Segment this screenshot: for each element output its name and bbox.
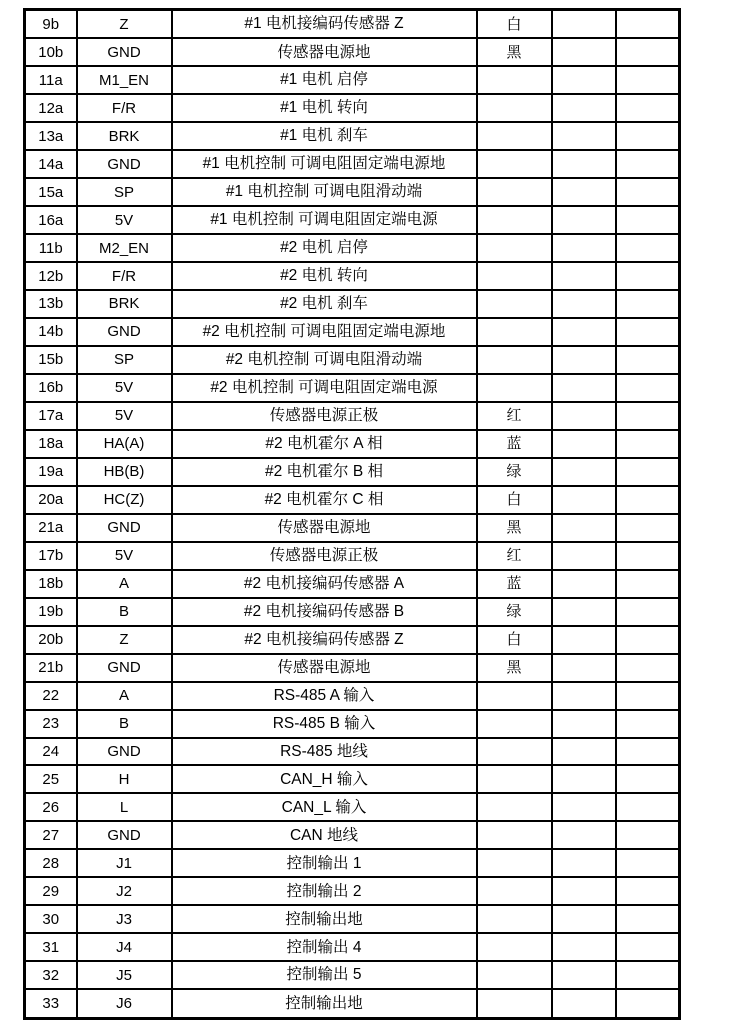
description-cell: #2 电机接编码传感器 A	[172, 570, 477, 598]
signal-name-cell: A	[77, 682, 172, 710]
empty-note-cell-2	[616, 458, 680, 486]
empty-note-cell-1	[552, 150, 616, 178]
description-cell: 传感器电源地	[172, 654, 477, 682]
signal-name-cell: SP	[77, 346, 172, 374]
pin-number-cell: 16a	[25, 206, 77, 234]
signal-name-cell: H	[77, 765, 172, 793]
wire-color-cell: 白	[477, 486, 552, 514]
description-cell: RS-485 地线	[172, 738, 477, 766]
empty-note-cell-2	[616, 514, 680, 542]
signal-name-cell: Z	[77, 626, 172, 654]
description-cell: 传感器电源地	[172, 514, 477, 542]
pin-number-cell: 21b	[25, 654, 77, 682]
signal-name-cell: J1	[77, 849, 172, 877]
table-row	[25, 765, 680, 793]
empty-note-cell-1	[552, 178, 616, 206]
table-row	[25, 458, 680, 486]
description-cell: 控制输出 4	[172, 933, 477, 961]
wire-color-cell	[477, 877, 552, 905]
description-cell: #2 电机接编码传感器 B	[172, 598, 477, 626]
signal-name-cell: GND	[77, 150, 172, 178]
description-cell: #1 电机 转向	[172, 94, 477, 122]
pin-number-cell: 18a	[25, 430, 77, 458]
description-cell: #2 电机控制 可调电阻固定端电源	[172, 374, 477, 402]
empty-note-cell-1	[552, 710, 616, 738]
table-row	[25, 682, 680, 710]
empty-note-cell-2	[616, 430, 680, 458]
table-row	[25, 206, 680, 234]
wire-color-cell	[477, 262, 552, 290]
signal-name-cell: M1_EN	[77, 66, 172, 94]
empty-note-cell-1	[552, 402, 616, 430]
table-row	[25, 989, 680, 1018]
wire-color-cell	[477, 738, 552, 766]
pin-number-cell: 14b	[25, 318, 77, 346]
description-cell: #1 电机 刹车	[172, 122, 477, 150]
signal-name-cell: L	[77, 793, 172, 821]
table-row	[25, 905, 680, 933]
description-cell: #1 电机控制 可调电阻滑动端	[172, 178, 477, 206]
pin-number-cell: 27	[25, 821, 77, 849]
table-row	[25, 598, 680, 626]
pin-number-cell: 20b	[25, 626, 77, 654]
table-row	[25, 10, 680, 39]
empty-note-cell-1	[552, 738, 616, 766]
description-cell: CAN_H 输入	[172, 765, 477, 793]
pin-number-cell: 12a	[25, 94, 77, 122]
empty-note-cell-2	[616, 486, 680, 514]
pin-number-cell: 21a	[25, 514, 77, 542]
description-cell: 控制输出地	[172, 989, 477, 1018]
wire-color-cell	[477, 710, 552, 738]
empty-note-cell-2	[616, 793, 680, 821]
empty-note-cell-1	[552, 10, 616, 39]
empty-note-cell-2	[616, 821, 680, 849]
empty-note-cell-1	[552, 905, 616, 933]
empty-note-cell-1	[552, 458, 616, 486]
wire-color-cell	[477, 150, 552, 178]
description-cell: #2 电机霍尔 B 相	[172, 458, 477, 486]
empty-note-cell-1	[552, 262, 616, 290]
signal-name-cell: GND	[77, 821, 172, 849]
wire-color-cell	[477, 66, 552, 94]
description-cell: #2 电机控制 可调电阻固定端电源地	[172, 318, 477, 346]
wire-color-cell	[477, 234, 552, 262]
signal-name-cell: J6	[77, 989, 172, 1018]
empty-note-cell-2	[616, 178, 680, 206]
signal-name-cell: J4	[77, 933, 172, 961]
empty-note-cell-1	[552, 234, 616, 262]
empty-note-cell-1	[552, 598, 616, 626]
signal-name-cell: GND	[77, 514, 172, 542]
empty-note-cell-2	[616, 905, 680, 933]
signal-name-cell: GND	[77, 38, 172, 66]
signal-name-cell: BRK	[77, 290, 172, 318]
pin-number-cell: 22	[25, 682, 77, 710]
wire-color-cell	[477, 765, 552, 793]
empty-note-cell-2	[616, 122, 680, 150]
empty-note-cell-2	[616, 94, 680, 122]
pin-number-cell: 28	[25, 849, 77, 877]
wire-color-cell	[477, 793, 552, 821]
empty-note-cell-1	[552, 122, 616, 150]
empty-note-cell-1	[552, 626, 616, 654]
empty-note-cell-2	[616, 206, 680, 234]
signal-name-cell: J3	[77, 905, 172, 933]
empty-note-cell-1	[552, 793, 616, 821]
empty-note-cell-1	[552, 206, 616, 234]
wire-color-cell: 黑	[477, 654, 552, 682]
pin-number-cell: 13a	[25, 122, 77, 150]
signal-name-cell: GND	[77, 738, 172, 766]
empty-note-cell-2	[616, 682, 680, 710]
table-row	[25, 66, 680, 94]
table-row	[25, 654, 680, 682]
table-row	[25, 877, 680, 905]
wire-color-cell	[477, 989, 552, 1018]
description-cell: #1 电机控制 可调电阻固定端电源地	[172, 150, 477, 178]
wire-color-cell	[477, 178, 552, 206]
table-row	[25, 570, 680, 598]
table-row	[25, 486, 680, 514]
empty-note-cell-1	[552, 849, 616, 877]
empty-note-cell-1	[552, 94, 616, 122]
description-cell: #2 电机 刹车	[172, 290, 477, 318]
signal-name-cell: M2_EN	[77, 234, 172, 262]
empty-note-cell-2	[616, 989, 680, 1018]
pin-number-cell: 20a	[25, 486, 77, 514]
wire-color-cell: 绿	[477, 458, 552, 486]
description-cell: #1 电机接编码传感器 Z	[172, 10, 477, 39]
table-row	[25, 150, 680, 178]
table-row	[25, 262, 680, 290]
wire-color-cell: 蓝	[477, 430, 552, 458]
description-cell: #2 电机控制 可调电阻滑动端	[172, 346, 477, 374]
empty-note-cell-1	[552, 682, 616, 710]
empty-note-cell-2	[616, 738, 680, 766]
empty-note-cell-1	[552, 542, 616, 570]
pin-number-cell: 33	[25, 989, 77, 1018]
table-row	[25, 402, 680, 430]
description-cell: #2 电机 启停	[172, 234, 477, 262]
signal-name-cell: GND	[77, 654, 172, 682]
table-row	[25, 38, 680, 66]
empty-note-cell-1	[552, 514, 616, 542]
pin-number-cell: 17a	[25, 402, 77, 430]
description-cell: #1 电机 启停	[172, 66, 477, 94]
signal-name-cell: Z	[77, 10, 172, 39]
table-row	[25, 514, 680, 542]
empty-note-cell-2	[616, 150, 680, 178]
table-row	[25, 122, 680, 150]
description-cell: #2 电机霍尔 C 相	[172, 486, 477, 514]
pin-number-cell: 25	[25, 765, 77, 793]
wire-color-cell	[477, 122, 552, 150]
signal-name-cell: F/R	[77, 94, 172, 122]
wire-color-cell: 黑	[477, 38, 552, 66]
pin-number-cell: 29	[25, 877, 77, 905]
pin-assignment-table	[23, 8, 681, 1020]
signal-name-cell: J5	[77, 961, 172, 989]
table-row	[25, 961, 680, 989]
pin-number-cell: 26	[25, 793, 77, 821]
signal-name-cell: HC(Z)	[77, 486, 172, 514]
table-row	[25, 793, 680, 821]
table-row	[25, 626, 680, 654]
table-row	[25, 849, 680, 877]
signal-name-cell: 5V	[77, 206, 172, 234]
empty-note-cell-2	[616, 374, 680, 402]
empty-note-cell-1	[552, 989, 616, 1018]
pin-number-cell: 30	[25, 905, 77, 933]
signal-name-cell: B	[77, 598, 172, 626]
wire-color-cell: 红	[477, 542, 552, 570]
signal-name-cell: B	[77, 710, 172, 738]
empty-note-cell-1	[552, 66, 616, 94]
wire-color-cell	[477, 849, 552, 877]
empty-note-cell-2	[616, 598, 680, 626]
signal-name-cell: J2	[77, 877, 172, 905]
empty-note-cell-2	[616, 654, 680, 682]
pin-number-cell: 17b	[25, 542, 77, 570]
empty-note-cell-2	[616, 961, 680, 989]
description-cell: 传感器电源正极	[172, 402, 477, 430]
pin-number-cell: 31	[25, 933, 77, 961]
pin-number-cell: 9b	[25, 10, 77, 39]
description-cell: 传感器电源地	[172, 38, 477, 66]
pin-number-cell: 16b	[25, 374, 77, 402]
empty-note-cell-2	[616, 66, 680, 94]
wire-color-cell	[477, 206, 552, 234]
signal-name-cell: GND	[77, 318, 172, 346]
description-cell: 传感器电源正极	[172, 542, 477, 570]
empty-note-cell-2	[616, 234, 680, 262]
wire-color-cell	[477, 682, 552, 710]
empty-note-cell-1	[552, 38, 616, 66]
signal-name-cell: BRK	[77, 122, 172, 150]
signal-name-cell: F/R	[77, 262, 172, 290]
empty-note-cell-1	[552, 877, 616, 905]
wire-color-cell	[477, 374, 552, 402]
wire-color-cell	[477, 933, 552, 961]
table-row	[25, 738, 680, 766]
empty-note-cell-2	[616, 542, 680, 570]
wire-color-cell	[477, 905, 552, 933]
description-cell: 控制输出 5	[172, 961, 477, 989]
empty-note-cell-2	[616, 765, 680, 793]
empty-note-cell-2	[616, 402, 680, 430]
description-cell: #1 电机控制 可调电阻固定端电源	[172, 206, 477, 234]
description-cell: RS-485 B 输入	[172, 710, 477, 738]
table-row	[25, 430, 680, 458]
signal-name-cell: 5V	[77, 542, 172, 570]
description-cell: 控制输出 2	[172, 877, 477, 905]
empty-note-cell-2	[616, 849, 680, 877]
description-cell: 控制输出地	[172, 905, 477, 933]
pin-number-cell: 10b	[25, 38, 77, 66]
empty-note-cell-2	[616, 570, 680, 598]
empty-note-cell-2	[616, 10, 680, 39]
table-row	[25, 933, 680, 961]
pin-number-cell: 23	[25, 710, 77, 738]
description-cell: #2 电机霍尔 A 相	[172, 430, 477, 458]
empty-note-cell-1	[552, 486, 616, 514]
pin-number-cell: 11a	[25, 66, 77, 94]
empty-note-cell-1	[552, 570, 616, 598]
table-row	[25, 178, 680, 206]
pin-number-cell: 32	[25, 961, 77, 989]
empty-note-cell-2	[616, 626, 680, 654]
description-cell: CAN 地线	[172, 821, 477, 849]
pin-number-cell: 15b	[25, 346, 77, 374]
signal-name-cell: HB(B)	[77, 458, 172, 486]
empty-note-cell-2	[616, 710, 680, 738]
pin-number-cell: 18b	[25, 570, 77, 598]
table-row	[25, 374, 680, 402]
table-row	[25, 821, 680, 849]
signal-name-cell: HA(A)	[77, 430, 172, 458]
pin-number-cell: 12b	[25, 262, 77, 290]
signal-name-cell: 5V	[77, 402, 172, 430]
empty-note-cell-1	[552, 290, 616, 318]
empty-note-cell-1	[552, 765, 616, 793]
wire-color-cell: 绿	[477, 598, 552, 626]
empty-note-cell-1	[552, 821, 616, 849]
description-cell: RS-485 A 输入	[172, 682, 477, 710]
pin-number-cell: 14a	[25, 150, 77, 178]
table-row	[25, 290, 680, 318]
wire-color-cell: 黑	[477, 514, 552, 542]
empty-note-cell-1	[552, 654, 616, 682]
signal-name-cell: 5V	[77, 374, 172, 402]
table-row	[25, 318, 680, 346]
pin-number-cell: 13b	[25, 290, 77, 318]
empty-note-cell-1	[552, 374, 616, 402]
empty-note-cell-2	[616, 38, 680, 66]
wire-color-cell	[477, 318, 552, 346]
empty-note-cell-1	[552, 933, 616, 961]
wire-color-cell: 红	[477, 402, 552, 430]
table-body	[25, 10, 680, 1019]
wire-color-cell: 蓝	[477, 570, 552, 598]
table-row	[25, 94, 680, 122]
empty-note-cell-2	[616, 290, 680, 318]
wire-color-cell	[477, 94, 552, 122]
empty-note-cell-2	[616, 877, 680, 905]
empty-note-cell-1	[552, 346, 616, 374]
description-cell: CAN_L 输入	[172, 793, 477, 821]
empty-note-cell-2	[616, 933, 680, 961]
table-row	[25, 234, 680, 262]
pin-number-cell: 19b	[25, 598, 77, 626]
pin-number-cell: 11b	[25, 234, 77, 262]
empty-note-cell-2	[616, 346, 680, 374]
empty-note-cell-1	[552, 318, 616, 346]
table-row	[25, 710, 680, 738]
wire-color-cell: 白	[477, 626, 552, 654]
pin-number-cell: 24	[25, 738, 77, 766]
table-row	[25, 346, 680, 374]
empty-note-cell-2	[616, 262, 680, 290]
pin-number-cell: 19a	[25, 458, 77, 486]
empty-note-cell-1	[552, 430, 616, 458]
description-cell: 控制输出 1	[172, 849, 477, 877]
empty-note-cell-2	[616, 318, 680, 346]
empty-note-cell-1	[552, 961, 616, 989]
table-row	[25, 542, 680, 570]
wire-color-cell: 白	[477, 10, 552, 39]
wire-color-cell	[477, 961, 552, 989]
description-cell: #2 电机接编码传感器 Z	[172, 626, 477, 654]
wire-color-cell	[477, 290, 552, 318]
signal-name-cell: A	[77, 570, 172, 598]
signal-name-cell: SP	[77, 178, 172, 206]
pin-number-cell: 15a	[25, 178, 77, 206]
description-cell: #2 电机 转向	[172, 262, 477, 290]
wire-color-cell	[477, 346, 552, 374]
wire-color-cell	[477, 821, 552, 849]
